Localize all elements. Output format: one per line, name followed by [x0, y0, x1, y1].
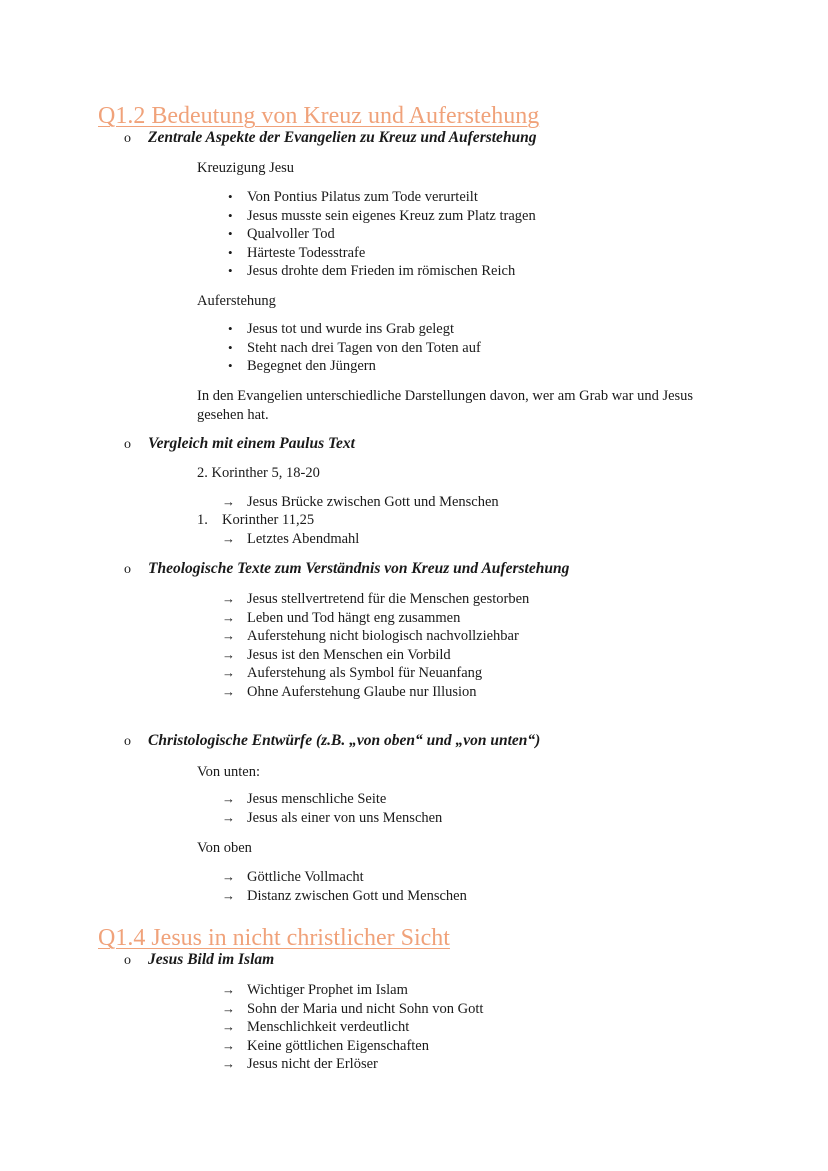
list-item: • Jesus tot und wurde ins Grab gelegt: [228, 321, 454, 337]
subheading-text: Jesus Bild im Islam: [148, 951, 275, 968]
subheading-text: Vergleich mit einem Paulus Text: [148, 435, 355, 452]
list-item: • Jesus drohte dem Frieden im römischen Reich: [228, 263, 516, 280]
paragraph-evangelien: In den Evangelien unterschiedliche Darstellungen davon, wer am Grab war und Jesus gesehen hat.: [197, 388, 694, 423]
ring-bullet-icon: o: [124, 131, 131, 146]
arrow-list-von-unten: [222, 790, 442, 827]
arrow-item: → Jesus als einer von uns Menschen: [222, 809, 443, 826]
arrow-list-ref1: [222, 493, 499, 512]
list-item: • Qualvoller Tod: [228, 226, 335, 243]
arrow-item: → Distanz zwischen Gott und Menschen: [222, 887, 467, 904]
arrow-right-icon: →: [222, 887, 235, 903]
arrow-item: → Ohne Auferstehung Glaube nur Illusion: [222, 683, 477, 700]
list-number: 1.: [197, 512, 208, 528]
arrow-item: → Auferstehung als Symbol für Neuanfang: [222, 665, 483, 682]
arrow-right-icon: →: [222, 628, 235, 644]
arrow-right-icon: →: [222, 683, 235, 699]
arrow-right-icon: →: [222, 869, 235, 884]
arrow-right-icon: →: [222, 982, 235, 997]
arrow-list-von-oben: [222, 868, 467, 905]
arrow-list-ref2: [222, 530, 359, 549]
reference-1-korinther: 1. Korinther 11,25: [197, 512, 315, 528]
arrow-right-icon: →: [222, 665, 235, 681]
arrow-item: → Göttliche Vollmacht: [222, 869, 364, 885]
label-von-unten: Von unten:: [197, 764, 260, 780]
bullet-icon: •: [228, 226, 233, 242]
subheading-text: Theologische Texte zum Verständnis von Kreuz und Auferstehung: [148, 560, 570, 577]
subheading-theologische-texte: [124, 561, 569, 577]
arrow-right-icon: →: [222, 646, 235, 662]
arrow-right-icon: →: [222, 809, 235, 825]
arrow-right-icon: →: [222, 609, 235, 625]
list-kreuzigung: [222, 188, 536, 281]
subheading-jesus-bild-islam: [124, 952, 274, 968]
subheading-text: Zentrale Aspekte der Evangelien zu Kreuz und Auferstehung: [148, 129, 537, 146]
ring-bullet-icon: o: [124, 562, 131, 577]
ring-bullet-icon: o: [124, 437, 131, 452]
list-item: • Jesus musste sein eigenes Kreuz zum Platz tragen: [228, 207, 536, 224]
ring-bullet-icon: o: [124, 953, 131, 968]
label-von-oben: Von oben: [197, 840, 252, 856]
list-item: • Steht nach drei Tagen von den Toten auf: [228, 339, 481, 356]
arrow-right-icon: →: [222, 1019, 235, 1035]
arrow-right-icon: →: [222, 791, 235, 806]
arrow-right-icon: →: [222, 591, 235, 606]
arrow-item: → Letztes Abendmahl: [222, 531, 360, 547]
arrow-item: → Sohn der Maria und nicht Sohn von Gott: [222, 1000, 484, 1017]
arrow-item: → Jesus nicht der Erlöser: [222, 1056, 378, 1073]
arrow-right-icon: →: [222, 1056, 235, 1072]
arrow-right-icon: →: [222, 531, 235, 546]
arrow-item: → Jesus Brücke zwischen Gott und Menschen: [222, 494, 499, 510]
section-title-q1-4: Q1.4 Jesus in nicht christlicher Sicht: [98, 925, 450, 951]
arrow-list-islam: [222, 981, 483, 1074]
list-item: • Von Pontius Pilatus zum Tode verurteilt: [228, 189, 478, 205]
list-item: • Begegnet den Jüngern: [228, 358, 376, 375]
arrow-item: → Auferstehung nicht biologisch nachvollziehbar: [222, 628, 519, 645]
bullet-icon: •: [228, 358, 233, 374]
arrow-item: → Leben und Tod hängt eng zusammen: [222, 609, 461, 626]
arrow-item: → Menschlichkeit verdeutlicht: [222, 1019, 410, 1036]
section-title-q1-2: Q1.2 Bedeutung von Kreuz und Auferstehung: [98, 103, 540, 129]
subheading-zentrale-aspekte: [124, 130, 537, 146]
bullet-icon: •: [228, 339, 233, 355]
arrow-item: → Jesus stellvertretend für die Menschen gestorben: [222, 591, 530, 607]
arrow-right-icon: →: [222, 1000, 235, 1016]
arrow-item: → Jesus ist den Menschen ein Vorbild: [222, 646, 451, 663]
arrow-item: → Jesus menschliche Seite: [222, 791, 387, 807]
arrow-right-icon: →: [222, 1037, 235, 1053]
bullet-icon: •: [228, 244, 233, 260]
subheading-vergleich-paulus: [124, 436, 355, 452]
arrow-right-icon: →: [222, 494, 235, 509]
list-item: • Härteste Todesstrafe: [228, 244, 366, 261]
bullet-icon: •: [228, 189, 233, 204]
label-auferstehung: Auferstehung: [197, 293, 276, 309]
list-auferstehung: [222, 320, 481, 376]
reference-2-korinther: 2. Korinther 5, 18-20: [197, 465, 320, 481]
subheading-christologische: [124, 733, 540, 749]
arrow-list-theologische: [222, 590, 529, 702]
bullet-icon: •: [228, 207, 233, 223]
label-kreuzigung: Kreuzigung Jesu: [197, 160, 295, 176]
bullet-icon: •: [228, 263, 233, 279]
arrow-item: → Wichtiger Prophet im Islam: [222, 982, 408, 998]
subheading-text: Christologische Entwürfe (z.B. „von oben“ und „von unten“): [148, 732, 541, 749]
bullet-icon: •: [228, 321, 233, 336]
ring-bullet-icon: o: [124, 734, 131, 749]
arrow-item: → Keine göttlichen Eigenschaften: [222, 1037, 429, 1054]
